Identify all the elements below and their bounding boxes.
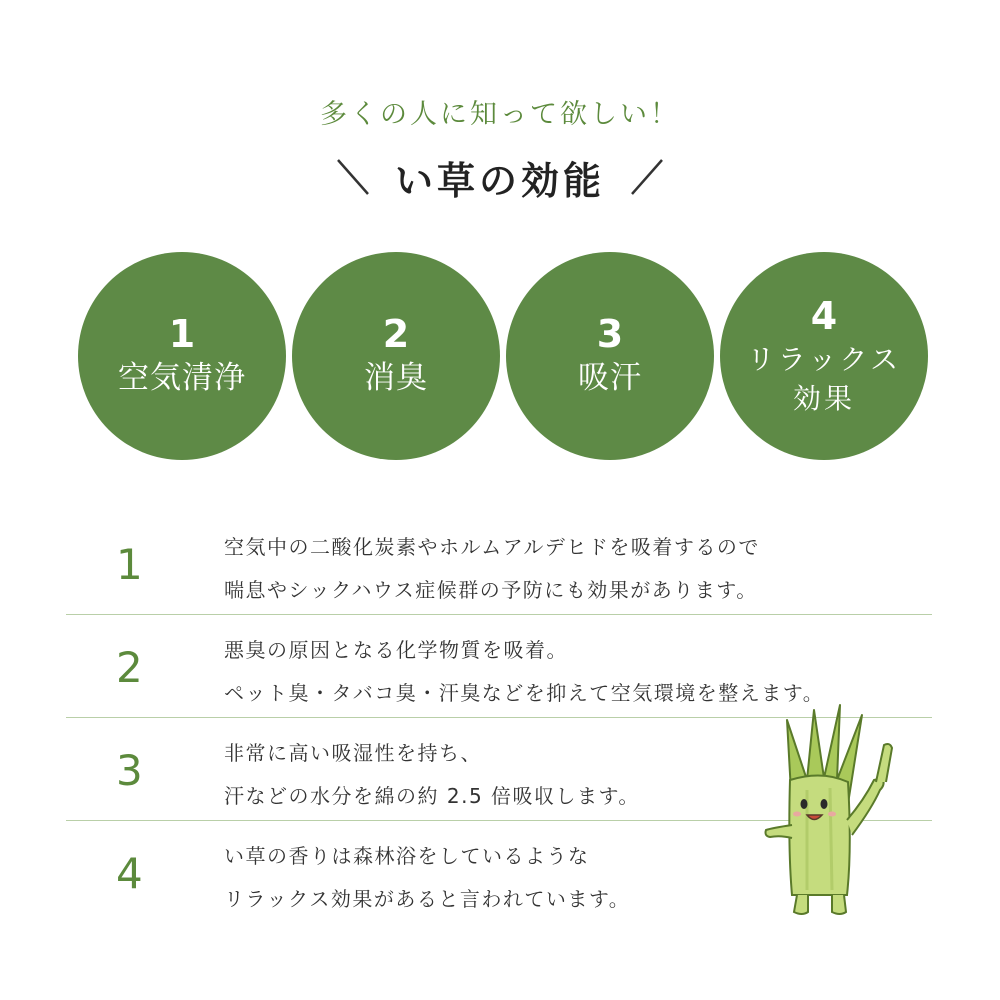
benefit-circle-3 bbox=[506, 252, 714, 460]
list-item-line2: リラックス効果があると言われています。 bbox=[224, 887, 631, 911]
list-item-line2: ペット臭・タバコ臭・汗臭などを抑えて空気環境を整えます。 bbox=[224, 681, 825, 705]
benefit-circles bbox=[0, 252, 1000, 462]
list-item-line2: 汗などの水分を綿の約 2.5 倍吸収します。 bbox=[224, 784, 640, 808]
list-item-text bbox=[224, 526, 760, 612]
slash-decoration-icon bbox=[627, 152, 667, 202]
benefit-circle-2 bbox=[292, 252, 500, 460]
igusa-mascot-icon bbox=[752, 700, 902, 920]
circle-label-line1: リラックス bbox=[746, 342, 902, 376]
list-item-number: 4 bbox=[116, 849, 143, 898]
circle-number: 4 bbox=[810, 294, 838, 339]
circle-number: 1 bbox=[168, 311, 196, 356]
circle-number: 3 bbox=[596, 311, 624, 356]
subtitle: 多くの人に知って欲しい！ bbox=[320, 99, 680, 130]
list-item-text bbox=[224, 629, 824, 715]
page-title: い草の効能 bbox=[394, 158, 605, 203]
list-item-line2: 喘息やシックハウス症候群の予防にも効果があります。 bbox=[224, 578, 758, 602]
list-item-text bbox=[224, 732, 640, 818]
circle-number: 2 bbox=[382, 311, 410, 356]
list-item-line1: 非常に高い吸湿性を持ち、 bbox=[224, 741, 482, 765]
circle-label-line2: 効果 bbox=[792, 381, 855, 415]
list-item-number: 1 bbox=[116, 540, 143, 589]
list-item-text bbox=[224, 835, 630, 921]
list-item bbox=[66, 512, 932, 615]
list-item-number: 3 bbox=[116, 746, 143, 795]
title-row bbox=[0, 142, 1000, 212]
list-item-number: 2 bbox=[116, 643, 143, 692]
benefit-circle-4 bbox=[720, 252, 928, 460]
benefit-circle-1 bbox=[78, 252, 286, 460]
backslash-decoration-icon bbox=[333, 152, 373, 202]
circle-label: 吸汗 bbox=[578, 360, 642, 397]
circle-label: 消臭 bbox=[364, 360, 428, 397]
list-item-line1: 悪臭の原因となる化学物質を吸着。 bbox=[224, 638, 568, 662]
circle-label: 空気清浄 bbox=[118, 360, 246, 397]
list-item-line1: 空気中の二酸化炭素やホルムアルデヒドを吸着するので bbox=[224, 535, 760, 559]
list-item-line1: い草の香りは森林浴をしているような bbox=[224, 844, 590, 868]
